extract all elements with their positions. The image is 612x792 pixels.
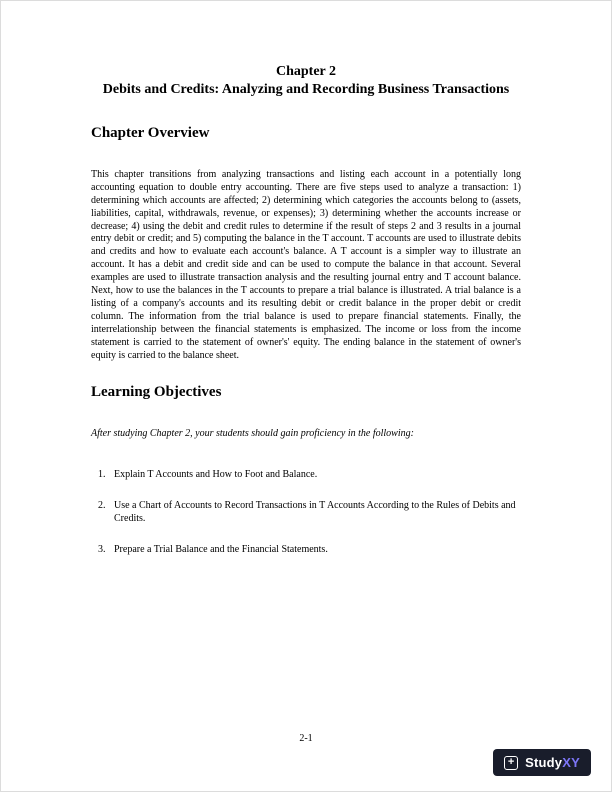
objectives-heading: Learning Objectives [91, 383, 222, 400]
objectives-list [91, 468, 521, 556]
list-item-text: Use a Chart of Accounts to Record Transactions in T Accounts According to the Rules of Debits and Credits. [114, 499, 516, 524]
list-item-number: 2. [98, 499, 106, 511]
overview-body-paragraph: This chapter transitions from analyzing transactions and listing each account in a potentially long accounting equation to double entry accounting. There are five steps used to analyze a transaction: 1) determining which accounts are affected; 2) determining which categories the accounts belong to (assets, liabilities, capital, withdrawals, revenue, or expenses); 3) determining whether the accounts increase or decrease; 4) using the debit and credit rules to determine if the result of steps 2 and 3 results in a journal entry debit or credit; and 5) computing the balance in the T account. T accounts are used to illustrate debits and credits and how to evaluate each account's balance. A T account is a simpler way to illustrate an account. It has a debit and credit side and can be used to compute the balance in that account. Several examples are used to illustrate transaction analysis and the resulting journal entry and T account balance. Next, how to use the balances in the T accounts to prepare a trial balance is illustrated. A trial balance is a listing of a company's accounts and its resulting debit or credit balance in the proper debit or credit column. The information from the trial balance is used to prepare financial statements. Finally, the interrelationship between the financial statements is emphasized. The income or loss from the income statement is carried to the statement of owner's' equity. The ending balance in the statement of owner's equity is carried to the balance sheet. [91, 168, 521, 361]
brand-xy-label: XY [562, 755, 580, 770]
objectives-intro: After studying Chapter 2, your students should gain proficiency in the following: [91, 427, 414, 439]
chapter-title: Chapter 2 [275, 64, 337, 79]
page-number: 2-1 [299, 733, 313, 744]
list-item-text: Explain T Accounts and How to Foot and Balance. [114, 468, 318, 480]
plus-icon: + [504, 756, 518, 770]
brand-text [525, 755, 580, 770]
studyxy-watermark [493, 749, 591, 776]
list-item-text: Prepare a Trial Balance and the Financial Statements. [114, 543, 328, 555]
list-item [98, 468, 521, 481]
chapter-subtitle: Debits and Credits: Analyzing and Recording Business Transactions [102, 82, 510, 98]
page-content [1, 1, 611, 556]
overview-heading: Chapter Overview [91, 124, 210, 141]
title-block [91, 63, 521, 100]
list-item [98, 499, 521, 525]
brand-study-label: Study [525, 755, 563, 770]
list-item-number: 1. [98, 468, 106, 480]
list-item [98, 543, 521, 556]
list-item-number: 3. [98, 543, 106, 555]
